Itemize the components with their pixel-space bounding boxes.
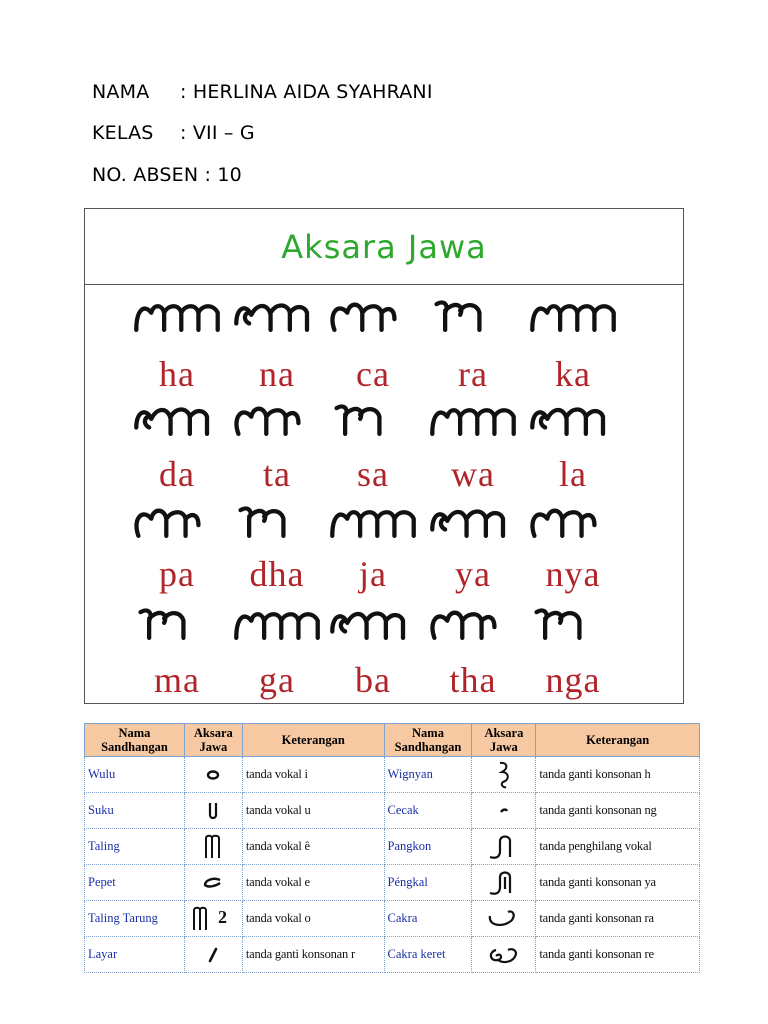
aksara-latin-dha: dha: [249, 554, 305, 594]
nama-value: : HERLINA AIDA SYAHRANI: [180, 81, 433, 103]
sandhangan-name-right: Cakra keret: [384, 937, 472, 973]
aksara-glyph-na: [222, 297, 332, 337]
sandhangan-keterangan-right: tanda ganti konsonan ra: [536, 901, 700, 937]
aksara-glyph-da: [122, 401, 232, 441]
header-keterangan-right: Keterangan: [536, 724, 700, 757]
sandhangan-name-left: Wulu: [85, 757, 185, 793]
aksara-latin-pa: pa: [159, 554, 195, 594]
header-keterangan-left: Keterangan: [242, 724, 384, 757]
aksara-glyph-la: [518, 401, 628, 441]
aksara-glyph-ma: [122, 605, 232, 645]
sandhangan-glyph-right-wignyan: [472, 757, 536, 793]
aksara-latin-da: da: [159, 454, 195, 494]
aksara-latin-ca: ca: [356, 354, 390, 394]
sandhangan-row: [85, 793, 700, 829]
sandhangan-keterangan-right: tanda ganti konsonan h: [536, 757, 700, 793]
sandhangan-name-right: Cakra: [384, 901, 472, 937]
sandhangan-keterangan-right: tanda ganti konsonan re: [536, 937, 700, 973]
sandhangan-name-left: Suku: [85, 793, 185, 829]
aksara-glyph-row: [85, 401, 683, 451]
aksara-jawa-chart: [84, 208, 684, 704]
aksara-glyph-tha: [418, 605, 528, 645]
sandhangan-header-row: [85, 724, 700, 757]
sandhangan-keterangan-left: tanda vokal u: [242, 793, 384, 829]
sandhangan-keterangan-left: tanda vokal o: [242, 901, 384, 937]
aksara-latin-ha: ha: [159, 354, 195, 394]
header-aksara-right: Aksara Jawa: [472, 724, 536, 757]
sandhangan-name-right: Wignyan: [384, 757, 472, 793]
aksara-glyph-ra: [418, 297, 528, 337]
student-name-line: [92, 81, 433, 103]
aksara-glyph-ja: [318, 503, 428, 543]
sandhangan-keterangan-left: tanda vokal e: [242, 865, 384, 901]
svg-text:2: 2: [218, 906, 228, 927]
aksara-glyph-nga: [518, 605, 628, 645]
sandhangan-glyph-right-péngkal: [472, 865, 536, 901]
sandhangan-glyph-right-cakra: [472, 901, 536, 937]
sandhangan-row: [85, 937, 700, 973]
sandhangan-name-left: Taling Tarung: [85, 901, 185, 937]
kelas-label: KELAS: [92, 122, 154, 144]
sandhangan-keterangan-right: tanda ganti konsonan ya: [536, 865, 700, 901]
kelas-value: : VII – G: [180, 122, 255, 144]
aksara-latin-row: [85, 349, 683, 399]
sandhangan-glyph-right-cecak: [472, 793, 536, 829]
aksara-glyph-ha: [122, 297, 232, 337]
aksara-glyph-ba: [318, 605, 428, 645]
sandhangan-name-right: Cecak: [384, 793, 472, 829]
student-class-line: [92, 122, 255, 144]
aksara-glyph-row: [85, 605, 683, 655]
aksara-glyph-row: [85, 297, 683, 347]
header-nama-left: Nama Sandhangan: [85, 724, 185, 757]
aksara-latin-ta: ta: [263, 454, 291, 494]
sandhangan-row: [85, 757, 700, 793]
sandhangan-body: [85, 757, 700, 973]
aksara-latin-nga: nga: [545, 660, 601, 700]
aksara-latin-ka: ka: [555, 354, 591, 394]
sandhangan-keterangan-left: tanda vokal i: [242, 757, 384, 793]
aksara-glyph-sa: [318, 401, 428, 441]
header-nama-right: Nama Sandhangan: [384, 724, 472, 757]
sandhangan-glyph-right-pangkon: [472, 829, 536, 865]
aksara-glyph-ka: [518, 297, 628, 337]
aksara-latin-tha: tha: [449, 660, 497, 700]
sandhangan-row: [85, 901, 700, 937]
aksara-latin-ja: ja: [359, 554, 387, 594]
aksara-glyph-ga: [222, 605, 332, 645]
sandhangan-table: [84, 723, 700, 973]
aksara-glyph-nya: [518, 503, 628, 543]
aksara-latin-row: [85, 549, 683, 599]
aksara-latin-la: la: [559, 454, 587, 494]
sandhangan-keterangan-right: tanda ganti konsonan ng: [536, 793, 700, 829]
sandhangan-glyph-left-taling-tarung: [184, 901, 242, 937]
student-absen-line: [92, 164, 242, 186]
sandhangan-glyph-left-layar: [184, 937, 242, 973]
aksara-latin-ga: ga: [259, 660, 295, 700]
sandhangan-name-left: Layar: [85, 937, 185, 973]
aksara-glyph-pa: [122, 503, 232, 543]
sandhangan-row: [85, 865, 700, 901]
sandhangan-glyph-left-pepet: [184, 865, 242, 901]
sandhangan-keterangan-right: tanda penghilang vokal: [536, 829, 700, 865]
aksara-glyph-wa: [418, 401, 528, 441]
aksara-latin-sa: sa: [357, 454, 389, 494]
aksara-title-row: [85, 209, 683, 285]
sandhangan-name-left: Pepet: [85, 865, 185, 901]
nama-label: NAMA: [92, 81, 150, 103]
aksara-latin-wa: wa: [451, 454, 495, 494]
sandhangan-glyph-left-wulu: [184, 757, 242, 793]
aksara-latin-ya: ya: [455, 554, 491, 594]
aksara-glyph-ca: [318, 297, 428, 337]
aksara-glyph-row: [85, 503, 683, 553]
aksara-latin-nya: nya: [545, 554, 601, 594]
aksara-glyph-ya: [418, 503, 528, 543]
sandhangan-keterangan-left: tanda vokal ê: [242, 829, 384, 865]
aksara-latin-na: na: [259, 354, 295, 394]
aksara-glyph-ta: [222, 401, 332, 441]
sandhangan-glyph-right-cakra-keret: [472, 937, 536, 973]
header-aksara-left: Aksara Jawa: [184, 724, 242, 757]
sandhangan-name-right: Pangkon: [384, 829, 472, 865]
aksara-glyph-dha: [222, 503, 332, 543]
sandhangan-glyph-left-taling: [184, 829, 242, 865]
absen-text: NO. ABSEN : 10: [92, 164, 242, 186]
sandhangan-keterangan-left: tanda ganti konsonan r: [242, 937, 384, 973]
aksara-latin-ra: ra: [458, 354, 488, 394]
aksara-latin-row: [85, 655, 683, 705]
aksara-latin-row: [85, 449, 683, 499]
sandhangan-glyph-left-suku: [184, 793, 242, 829]
sandhangan-name-right: Péngkal: [384, 865, 472, 901]
aksara-latin-ma: ma: [154, 660, 200, 700]
sandhangan-name-left: Taling: [85, 829, 185, 865]
aksara-latin-ba: ba: [355, 660, 391, 700]
sandhangan-row: [85, 829, 700, 865]
aksara-title: Aksara Jawa: [281, 228, 487, 266]
